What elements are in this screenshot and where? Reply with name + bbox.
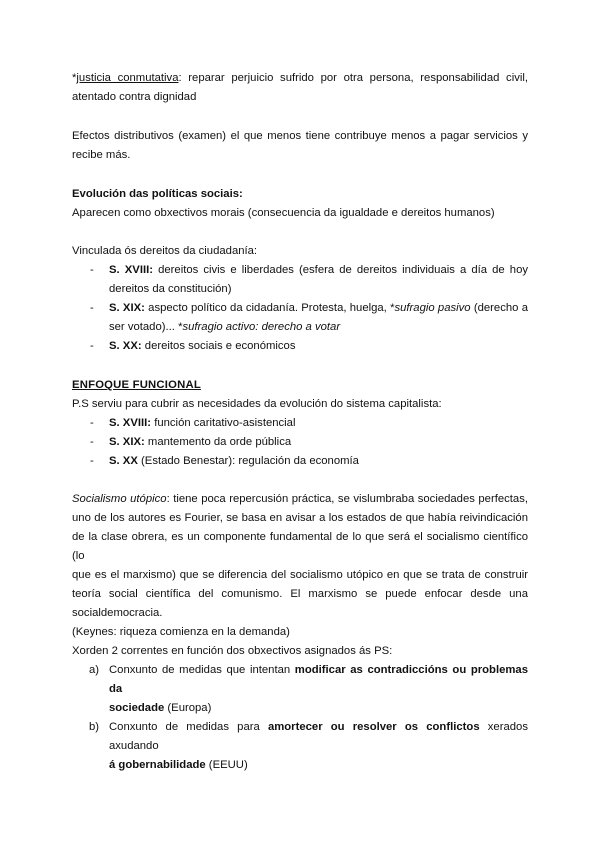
list-item: - S. XX (Estado Benestar): regulación da economía [72, 452, 528, 471]
justicia-line-2: atentado contra dignidad [72, 91, 197, 103]
dash-marker: - [90, 340, 94, 352]
evolucion-text: Aparecen como obxectivos morais (consecuencia da igualdade e dereitos humanos) [72, 207, 495, 219]
century-label: S. XX: [109, 340, 142, 352]
efectos-line-1: Efectos distributivos (examen) el que menos tiene contribuye menos a pagar servicios y [72, 130, 528, 142]
socialismo-term: Socialismo utópico [72, 493, 167, 505]
dash-marker: - [90, 417, 94, 429]
vinculada-list [72, 261, 528, 356]
socialismo-paragraph: Socialismo utópico: tiene poca repercusión práctica, se vislumbraba sociedades perfectas, uno de los autores es Fourier, se basa en avisar a los estados de que había reivindicación de la clase obrera, es un componente fundamental de lo que será el socialismo científico (lo que es el marxismo) que se diferencia del socialismo utópico en que se trata de construir teoría social científica del comunismo. El marxismo se puede enfocar desde una socialdemocracia. (Keynes: riqueza comienza en la demanda) [72, 490, 528, 642]
enfoque-intro: P.S serviu para cubrir as necesidades da evolución do sistema capitalista: [72, 398, 442, 410]
list-item: - S. XX: dereitos sociais e económicos [72, 337, 528, 356]
xorden-list [72, 661, 528, 775]
list-item: - S. XVIII: función caritativo-asistencial [72, 414, 528, 433]
keynes-note: (Keynes: riqueza comienza en la demanda) [72, 626, 290, 638]
vinculada-intro: Vinculada ós dereitos da ciudadanía: [72, 245, 258, 257]
efectos-paragraph [72, 127, 528, 165]
dash-marker: - [90, 436, 94, 448]
xorden-section [72, 642, 528, 775]
asterisk-mark: * [72, 72, 77, 84]
list-item: - S. XIX: mantemento da orde pública [72, 433, 528, 452]
list-item: - S. XIX: aspecto político da cidadanía. Protesta, huelga, *sufragio pasivo (derecho a ser votado)... *sufragio activo: derecho a votar [72, 299, 528, 337]
enfoque-section [72, 376, 528, 471]
evolucion-heading: Evolución das políticas sociais: [72, 188, 243, 200]
justicia-paragraph [72, 69, 528, 107]
dash-marker: - [90, 302, 94, 314]
dash-marker: - [90, 264, 94, 276]
vinculada-section [72, 242, 528, 356]
enfoque-list [72, 414, 528, 471]
century-label: S. XVIII: [109, 417, 152, 429]
list-item: - S. XVIII: dereitos civis e liberdades (esfera de dereitos individuais a día de hoy dereitos da constitución) [72, 261, 528, 299]
enfoque-heading: ENFOQUE FUNCIONAL [72, 379, 201, 391]
letter-marker: b) [89, 721, 100, 733]
evolucion-section [72, 185, 528, 223]
justicia-line-1: *justicia conmutativa: reparar perjuicio sufrido por otra persona, responsabilidad civil, [72, 72, 529, 84]
justicia-term: justicia conmutativa [76, 72, 179, 84]
letter-marker: a) [89, 664, 100, 676]
dash-marker: - [90, 455, 94, 467]
century-label: S. XVIII: [109, 264, 154, 276]
list-item: b) Conxunto de medidas para amortecer ou resolver os conflictos xerados axudando á gobernabilidade (EEUU) [72, 718, 528, 775]
efectos-line-2: recibe más. [72, 149, 131, 161]
list-item: a) Conxunto de medidas que intentan modificar as contradiccións ou problemas da sociedade (Europa) [72, 661, 528, 718]
century-label: S. XIX: [109, 302, 145, 314]
xorden-intro: Xorden 2 correntes en función dos obxectivos asignados ás PS: [72, 645, 393, 657]
century-label: S. XX [109, 455, 138, 467]
century-label: S. XIX: [109, 436, 145, 448]
